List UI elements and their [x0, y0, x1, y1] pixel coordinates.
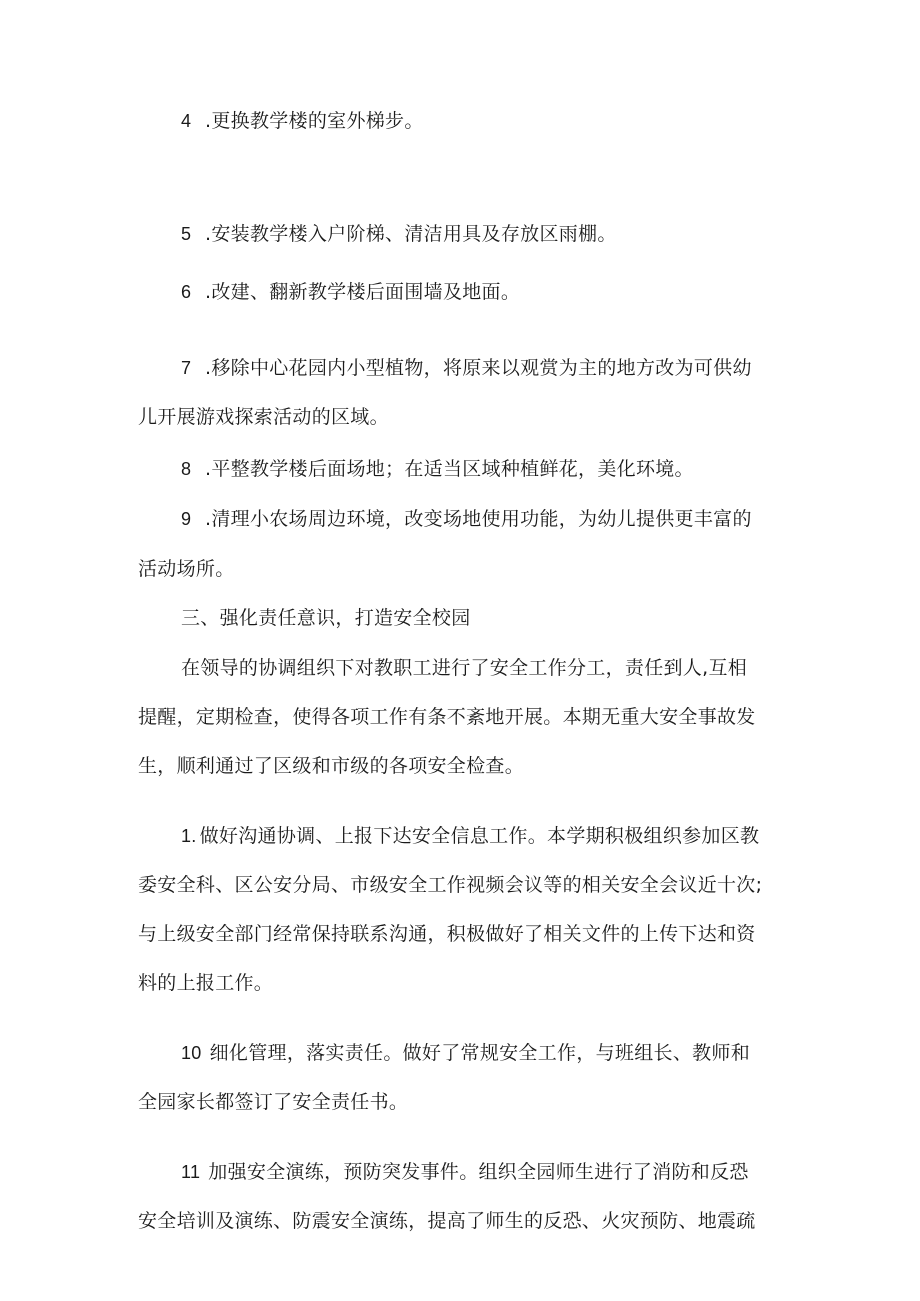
paragraph-line: 与上级安全部门经常保持联系沟通，积极做好了相关文件的上传下达和资	[138, 923, 756, 945]
item-text: 加强安全演练，预防突发事件。组织全园师生进行了消防和反恐	[208, 1161, 749, 1183]
paragraph-line: 全园家长都签订了安全责任书。	[138, 1091, 409, 1113]
item-number: 10	[181, 1043, 202, 1063]
paragraph-line: 在领导的协调组织下对教职工进行了安全工作分工，责任到人,互相	[181, 657, 748, 679]
item-text: 细化管理，落实责任。做好了常规安全工作，与班组长、教师和	[209, 1042, 751, 1064]
item-number: 1.	[181, 826, 197, 846]
safety-item-11	[181, 1159, 749, 1185]
item-number: 7	[181, 358, 192, 378]
list-item-8	[181, 456, 694, 482]
paragraph-line: 料的上报工作。	[138, 972, 274, 994]
paragraph-line: 委安全科、区公安分局、市级安全工作视频会议等的相关安全会议近十次;	[138, 874, 763, 896]
list-item-5	[181, 221, 617, 247]
item-number: 6	[181, 282, 192, 302]
item-number: 8	[181, 459, 192, 479]
list-item-6	[181, 279, 520, 305]
safety-item-10	[181, 1040, 750, 1066]
item-text: .平整教学楼后面场地；在适当区域种植鲜花，美化环境。	[205, 458, 694, 480]
item-number: 11	[181, 1162, 201, 1182]
item-number: 9	[181, 509, 192, 529]
item-text: .清理小农场周边环境，改变场地使用功能，为幼儿提供更丰富的	[205, 508, 752, 530]
item-text: .安装教学楼入户阶梯、清洁用具及存放区雨棚。	[205, 223, 617, 245]
list-item-4	[181, 108, 424, 134]
paragraph-line: 提醒，定期检查，使得各项工作有条不紊地开展。本期无重大安全事故发	[138, 706, 756, 728]
list-item-9	[181, 506, 752, 532]
item-text: .更换教学楼的室外梯步。	[205, 110, 424, 132]
paragraph-line: 生，顺利通过了区级和市级的各项安全检查。	[138, 755, 525, 777]
safety-item-1	[181, 823, 759, 849]
item-number: 5	[181, 224, 192, 244]
item-text: 做好沟通协调、上报下达安全信息工作。本学期积极组织参加区教	[199, 825, 760, 847]
item-number: 4	[181, 111, 192, 131]
list-item-7-continuation: 儿开展游戏探索活动的区域。	[138, 406, 389, 428]
item-text: .移除中心花园内小型植物，将原来以观赏为主的地方改为可供幼	[205, 357, 752, 379]
item-text: .改建、翻新教学楼后面围墙及地面。	[205, 281, 521, 303]
section-heading: 三、强化责任意识，打造安全校园	[181, 607, 471, 629]
paragraph-line: 安全培训及演练、防震安全演练，提高了师生的反恐、火灾预防、地震疏	[138, 1210, 756, 1232]
list-item-7	[181, 355, 752, 381]
list-item-9-continuation: 活动场所。	[138, 558, 235, 580]
